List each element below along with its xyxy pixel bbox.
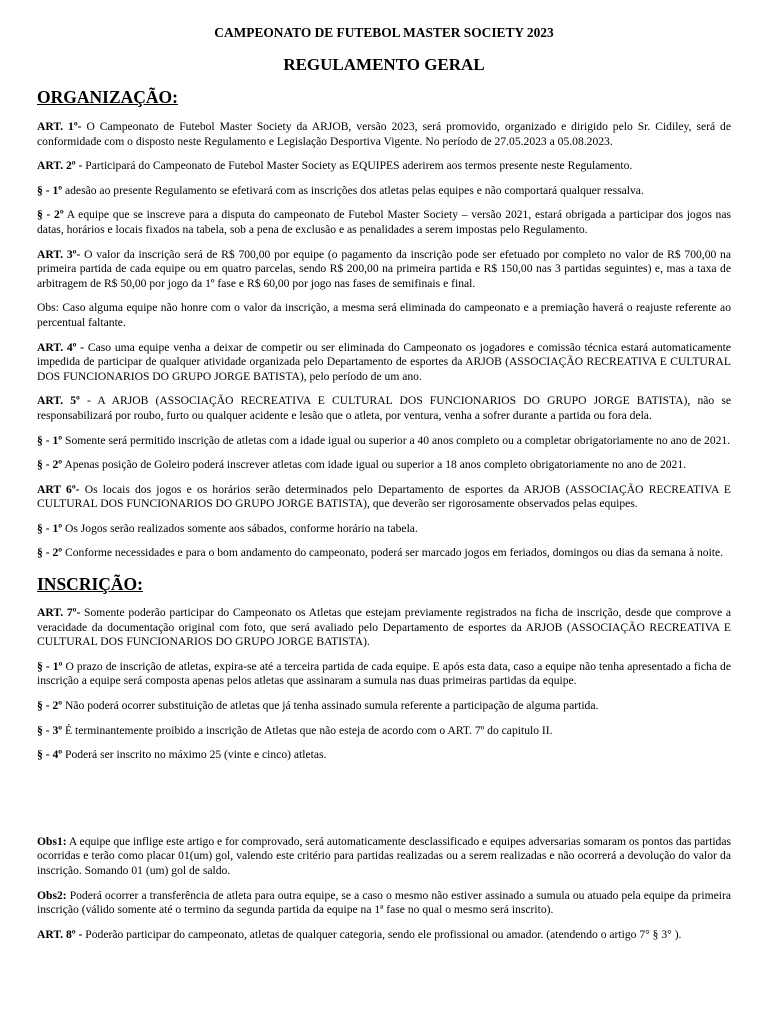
paragraph-art-5-par-1: [37, 434, 731, 449]
paragraph-label: ART. 5º: [37, 394, 80, 408]
section-heading-inscricao: INSCRIÇÃO:: [37, 574, 143, 595]
section-heading-organizacao: ORGANIZAÇÃO:: [37, 87, 178, 107]
paragraph-label: § - 1º: [37, 659, 63, 673]
paragraph-label: § - 2º: [37, 208, 64, 222]
paragraph-label: Obs2:: [37, 888, 67, 902]
paragraph-label: ART. 8º -: [37, 927, 83, 941]
paragraph-text: Apenas posição de Goleiro poderá inscrever atletas com idade igual ou superior a 18 anos completo obrigatoriamente no ano de 2021.: [62, 458, 687, 472]
paragraph-art-5: [37, 394, 731, 423]
paragraph-label: ART. 4º -: [37, 340, 85, 354]
paragraph-text: O Campeonato de Futebol Master Society da ARJOB, versão 2023, será promovido, organizado e dirigido pelo Sr. Cidiley, será de conformidade com o disposto neste Regulamento e Legislação Desportiva Vigente. No período de 27.05.2023 a 05.08.2023.: [37, 120, 731, 148]
paragraph-art-2-par-1: [37, 184, 731, 199]
paragraph-label: § - 1º: [37, 433, 63, 447]
paragraph-art-4: [37, 341, 731, 385]
paragraph-group-observations: [37, 835, 731, 943]
paragraph-text: Poderá ocorrer a transferência de atleta para outra equipe, se a caso o mesmo não estiver assinado a sumula ou atuado pela equipe da primeira inscrição (válido somente até o termino da segunda partida da equipe na 1ª fase no qual o mesmo será inscrito).: [37, 888, 731, 917]
paragraph-group-organizacao: [37, 120, 731, 561]
paragraph-label: ART 6º-: [37, 482, 80, 496]
paragraph-text: Poderá ser inscrito no máximo 25 (vinte e cinco) atletas.: [62, 748, 327, 762]
paragraph-text: Conforme necessidades e para o bom andamento do campeonato, poderá ser marcado jogos em feriados, domingos ou dias da semana à noite.: [62, 546, 724, 560]
paragraph-text: adesão ao presente Regulamento se efetivará com as inscrições dos atletas pelas equipes e não comportará qualquer ressalva.: [62, 183, 644, 197]
paragraph-art-6-par-1: [37, 522, 731, 537]
paragraph-label: ART. 2º -: [37, 159, 83, 173]
paragraph-label: § - 2º: [37, 458, 63, 472]
paragraph-label: § - 4º: [37, 748, 63, 762]
paragraph-text: Os locais dos jogos e os horários serão determinados pelo Departamento de esportes da ARJOB (ASSOCIAÇÃO RECREATIVA E CULTURAL DOS FUNCIONARIOS DO GRUPO JORGE BATISTA), que deverão ser rigorosamente observados pelas equipes.: [37, 482, 731, 511]
paragraph-text: Somente será permitido inscrição de atletas com a idade igual ou superior a 40 anos completo ou a completar obrigatoriamente no ano de 2021.: [62, 433, 731, 447]
document-title: CAMPEONATO DE FUTEBOL MASTER SOCIETY 2023: [214, 25, 554, 40]
paragraph-label: ART. 7º-: [37, 606, 81, 620]
paragraph-text: - A ARJOB (ASSOCIAÇÃO RECREATIVA E CULTURAL DOS FUNCIONARIOS DO GRUPO JORGE BATISTA), não se responsabilizará por roubo, furto ou qualquer acidente e lesão que o atleta, por ventura, venha a sofrer durante a partida ou fora dela.: [37, 394, 731, 422]
paragraph-group-inscricao: [37, 606, 731, 763]
paragraph-text: A equipe que inflige este artigo e for comprovado, será automaticamente desclassificado e equipes adversarias somaram os pontos das partidas ocorridas e terão como placar 01(um) gol, valendo este critério para partidas realizadas ou a serem realizadas e não ocorrerá a devolução do valor da inscrição. Somando 01 (um) gol de saldo.: [37, 834, 731, 877]
paragraph-art-1: [37, 120, 731, 149]
paragraph-label: ART. 1º-: [37, 120, 82, 133]
paragraph-art-7-par-1: [37, 660, 731, 689]
paragraph-text: Somente poderão participar do Campeonato os Atletas que estejam previamente registrados na ficha de inscrição, desde que comprove a veracidade da documentação original com foto, que será avaliado pelo Departamento de esportes da ARJOB (ASSOCIAÇÃO RECREATIVA E CULTURAL DOS FUNCIONARIOS DO GRUPO JORGE BATISTA).: [37, 606, 731, 649]
paragraph-text: O prazo de inscrição de atletas, expira-se até a terceira partida de cada equipe. E após esta data, caso a equipe não tenha apresentado a ficha de inscrição a equipe será composta apenas pelos atletas que assinaram a sumula nas duas primeiras partidas da equipe.: [37, 659, 731, 688]
paragraph-art-8: [37, 928, 731, 943]
paragraph-text: A equipe que se inscreve para a disputa do campeonato de Futebol Master Society – versão 2021, estará obrigada a participar dos jogos nas datas, horários e locais fixados na tabela, sob a pena de exclusão e as penalidades a serem impostas pelo Regulamento.: [37, 208, 731, 236]
paragraph-art-7-par-4: [37, 748, 731, 763]
paragraph-text: O valor da inscrição será de R$ 700,00 por equipe (o pagamento da inscrição pode ser efetuado por completo no valor de R$ 700,00 na primeira partida de cada equipe ou em quatro parcelas, sendo R$ 200,00 na primeira partida e R$ 150,00 nas 3 partidas seguintes) e, mas a taxa de arbitragem de R$ 50,00 por jogo da 1º fase e R$ 60,00 por jogo nas fases de semifinais e final.: [37, 247, 731, 290]
paragraph-obs2: [37, 889, 731, 918]
paragraph-art-3: [37, 248, 731, 292]
paragraph-art-2-par-2: [37, 208, 731, 237]
paragraph-art-6-par-2: [37, 546, 731, 561]
paragraph-text: É terminantemente proibido a inscrição de Atletas que não esteja de acordo com o ART. 7º do capitulo II.: [62, 723, 553, 737]
paragraph-label: Obs1:: [37, 834, 67, 848]
paragraph-label: § - 3º: [37, 723, 63, 737]
paragraph-text: Obs: Caso alguma equipe não honre com o valor da inscrição, a mesma será eliminada do campeonato e a premiação haverá o reajuste referente ao percentual faltante.: [37, 301, 731, 329]
paragraph-obs: [37, 301, 731, 330]
document-subtitle: REGULAMENTO GERAL: [283, 55, 485, 74]
paragraph-art-5-par-2: [37, 458, 731, 473]
paragraph-label: § - 1º: [37, 521, 63, 535]
paragraph-label: ART. 3º-: [37, 247, 81, 261]
paragraph-art-2: [37, 159, 731, 174]
paragraph-label: § - 1º: [37, 183, 63, 197]
paragraph-art-6: [37, 483, 731, 512]
paragraph-art-7: [37, 606, 731, 650]
paragraph-text: Os Jogos serão realizados somente aos sábados, conforme horário na tabela.: [62, 521, 418, 535]
blank-gap: [37, 773, 731, 835]
paragraph-label: § - 2º: [37, 546, 63, 560]
paragraph-text: Não poderá ocorrer substituição de atletas que já tenha assinado sumula referente a participação de alguma partida.: [62, 699, 599, 713]
paragraph-obs1: [37, 835, 731, 879]
paragraph-art-7-par-3: [37, 724, 731, 739]
paragraph-art-7-par-2: [37, 699, 731, 714]
paragraph-text: Poderão participar do campeonato, atletas de qualquer categoria, sendo ele profissional ou amador. (atendendo o artigo 7° § 3° ).: [82, 927, 682, 941]
paragraph-text: Caso uma equipe venha a deixar de competir ou ser eliminada do Campeonato os jogadores e comissão técnica estará automaticamente impedida de participar de qualquer atividade organizada pelo Departamento de esportes da ARJOB (ASSOCIAÇÃO RECREATIVA E CULTURAL DOS FUNCIONARIOS DO GRUPO JORGE BATISTA), pelo período de um ano.: [37, 340, 731, 383]
paragraph-text: Participará do Campeonato de Futebol Master Society as EQUIPES aderirem aos termos presente neste Regulamento.: [82, 159, 633, 173]
paragraph-label: § - 2º: [37, 699, 63, 713]
